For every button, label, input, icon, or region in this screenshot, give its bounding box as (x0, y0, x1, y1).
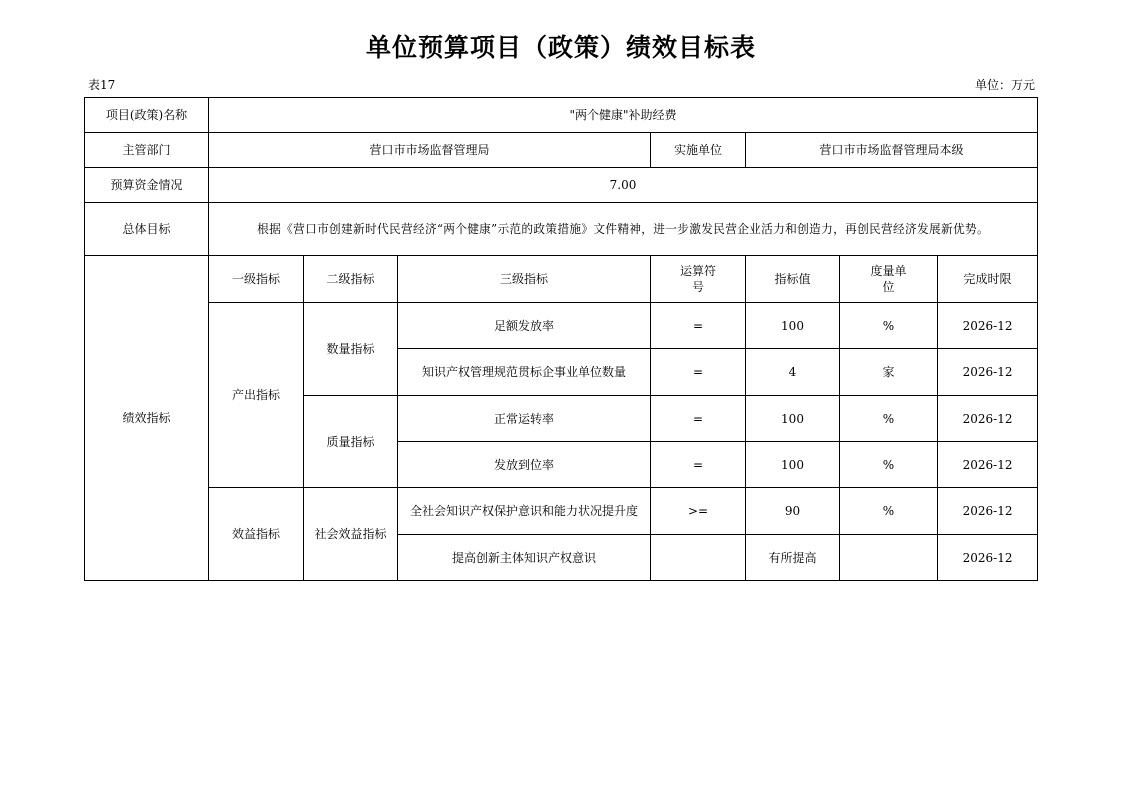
performance-goal-table (84, 97, 1038, 581)
indicator-operator: = (651, 303, 746, 349)
header-level1: 一级指标 (209, 256, 304, 303)
indicator-value: 100 (746, 303, 840, 349)
impl-unit-value: 营口市市场监督管理局本级 (746, 133, 1038, 168)
goal-label: 总体目标 (85, 203, 209, 256)
indicator-operator: = (651, 349, 746, 396)
indicator-operator: = (651, 396, 746, 442)
goal-row (85, 203, 1038, 256)
header-level3: 三级指标 (398, 256, 651, 303)
indicator-deadline: 2026-12 (938, 442, 1038, 488)
budget-label: 预算资金情况 (85, 168, 209, 203)
indicator-unit: 家 (840, 349, 938, 396)
header-deadline: 完成时限 (938, 256, 1038, 303)
indicator-value: 4 (746, 349, 840, 396)
header-unit: 度量单位 (840, 256, 938, 303)
indicator-unit: % (840, 442, 938, 488)
indicator-unit (840, 535, 938, 581)
indicator-name: 提高创新主体知识产权意识 (398, 535, 651, 581)
level1-output: 产出指标 (209, 303, 304, 488)
indicator-value: 90 (746, 488, 840, 535)
project-row (85, 98, 1038, 133)
indicator-deadline: 2026-12 (938, 396, 1038, 442)
header-value: 指标值 (746, 256, 840, 303)
indicator-value: 100 (746, 396, 840, 442)
indicator-operator (651, 535, 746, 581)
indicator-unit: % (840, 303, 938, 349)
table-row (85, 488, 1038, 535)
indicator-unit: % (840, 396, 938, 442)
budget-row (85, 168, 1038, 203)
table-row (85, 303, 1038, 349)
dept-label: 主管部门 (85, 133, 209, 168)
indicator-name: 足额发放率 (398, 303, 651, 349)
indicator-operator: = (651, 442, 746, 488)
indicator-deadline: 2026-12 (938, 535, 1038, 581)
budget-value: 7.00 (209, 168, 1038, 203)
indicator-name: 发放到位率 (398, 442, 651, 488)
dept-value: 营口市市场监督管理局 (209, 133, 651, 168)
department-row (85, 133, 1038, 168)
level2-quality: 质量指标 (304, 396, 398, 488)
indicator-value: 有所提高 (746, 535, 840, 581)
perf-label: 绩效指标 (85, 256, 209, 581)
perf-header-row (85, 256, 1038, 303)
indicator-name: 知识产权管理规范贯标企事业单位数量 (398, 349, 651, 396)
indicator-name: 正常运转率 (398, 396, 651, 442)
header-operator: 运算符号 (651, 256, 746, 303)
header-level2: 二级指标 (304, 256, 398, 303)
unit-label: 单位：万元 (974, 78, 1035, 92)
level2-social-benefit: 社会效益指标 (304, 488, 398, 581)
indicator-name: 全社会知识产权保护意识和能力状况提升度 (398, 488, 651, 535)
indicator-deadline: 2026-12 (938, 303, 1038, 349)
indicator-value: 100 (746, 442, 840, 488)
level2-quantity: 数量指标 (304, 303, 398, 396)
project-name-value: "两个健康"补助经费 (209, 98, 1038, 133)
indicator-unit: % (840, 488, 938, 535)
impl-unit-label: 实施单位 (651, 133, 746, 168)
page-title: 单位预算项目（政策）绩效目标表 (365, 33, 756, 62)
goal-value: 根据《营口市创建新时代民营经济“两个健康”示范的政策措施》文件精神，进一步激发民营企业活力和创造力，再创民营经济发展新优势。 (209, 203, 1038, 256)
project-name-label: 项目(政策)名称 (85, 98, 209, 133)
indicator-deadline: 2026-12 (938, 349, 1038, 396)
level1-benefit: 效益指标 (209, 488, 304, 581)
indicator-operator: >= (651, 488, 746, 535)
table-number: 表17 (88, 78, 116, 92)
indicator-deadline: 2026-12 (938, 488, 1038, 535)
